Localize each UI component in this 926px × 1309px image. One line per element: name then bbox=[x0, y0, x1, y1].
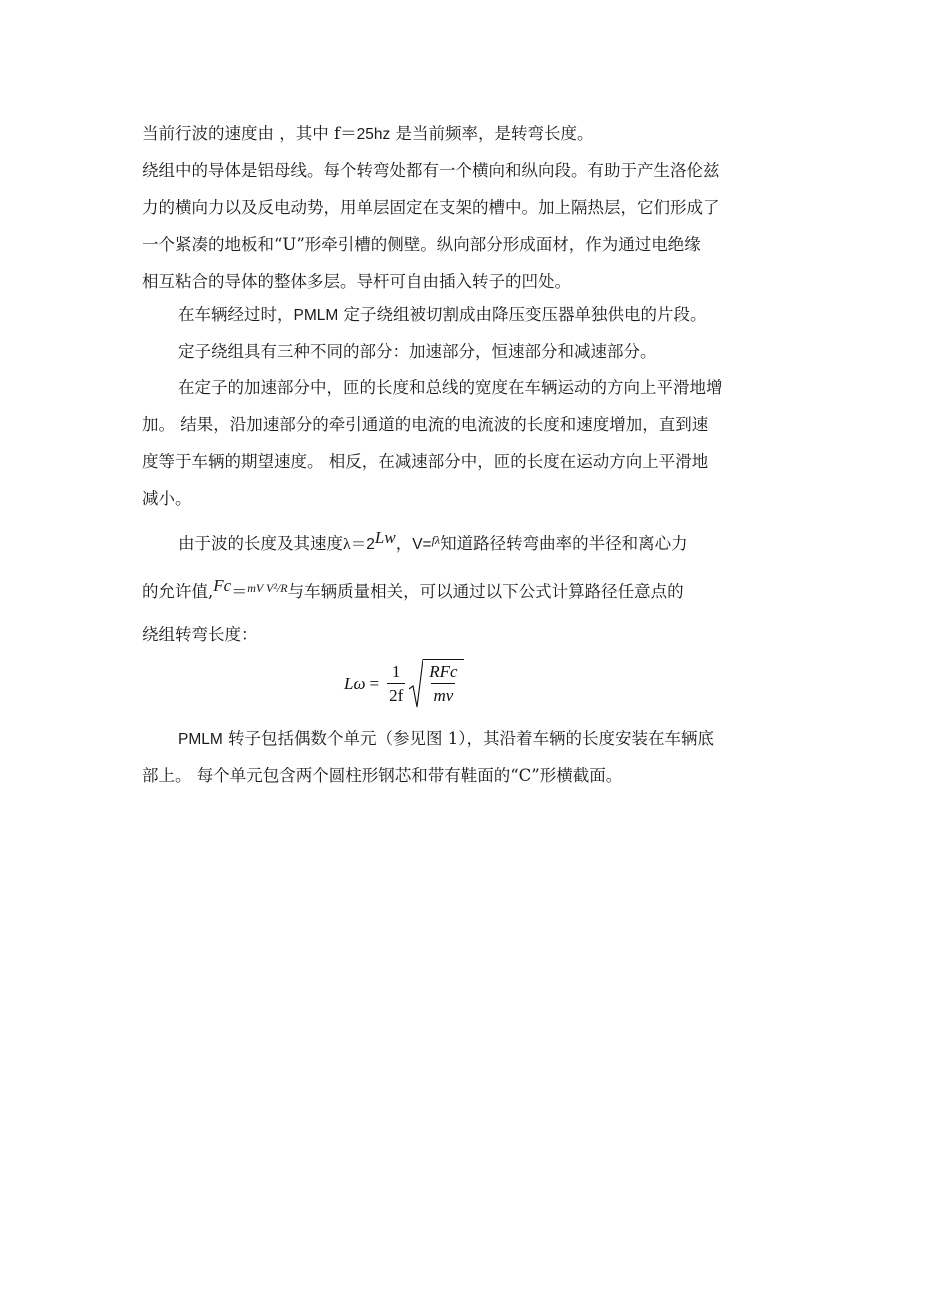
f-lambda-symbol: fλ bbox=[431, 533, 441, 547]
paragraph-line bbox=[142, 720, 788, 757]
paragraph-line: 绕组转弯长度： bbox=[142, 625, 258, 644]
formula-lhs: Lω bbox=[344, 674, 366, 693]
paragraph-7 bbox=[142, 720, 788, 794]
paragraph-line: 部上。 每个单元包含两个圆柱形钢芯和带有鞋面的“C”形横截面。 bbox=[142, 766, 623, 785]
radicand-fraction bbox=[427, 661, 459, 708]
text-run: PMLM bbox=[293, 307, 339, 324]
text-run: PMLM bbox=[178, 731, 223, 748]
paragraph-line: 一个紧凑的地板和“U”形牵引槽的侧壁。纵向部分形成面材，作为通过电绝缘 bbox=[142, 235, 701, 254]
lambda-symbol: λ bbox=[343, 536, 351, 553]
paragraph-line bbox=[142, 520, 788, 568]
radical-sign-icon bbox=[409, 659, 423, 709]
paragraph-line bbox=[142, 568, 788, 616]
text-run: ＝2 bbox=[350, 536, 375, 553]
text-run: 在车辆经过时， bbox=[178, 305, 294, 324]
paragraph-line bbox=[142, 296, 788, 333]
formula-fraction bbox=[387, 661, 405, 708]
paragraph-2 bbox=[142, 152, 788, 300]
paragraph-line: 相互粘合的导体的整体多层。导杆可自由插入转子的凹处。 bbox=[142, 272, 571, 291]
text-run: 知道路径转弯曲率的半径和离心力 bbox=[440, 534, 688, 553]
text-run: 的允许值, bbox=[142, 582, 214, 601]
text-run: ＝ bbox=[340, 124, 357, 143]
radicand-numerator: RFc bbox=[429, 662, 458, 681]
paragraph-line: 定子绕组具有三种不同的部分：加速部分，恒速部分和减速部分。 bbox=[178, 342, 657, 361]
square-root bbox=[409, 659, 463, 709]
text-run: ＝ bbox=[231, 584, 248, 601]
paragraph-1 bbox=[142, 115, 788, 152]
fraction-denominator: 2f bbox=[387, 683, 405, 708]
paragraph-line: 绕组中的导体是铝母线。每个转弯处都有一个横向和纵向段。有助于产生洛伦兹 bbox=[142, 161, 720, 180]
fraction-numerator: 1 bbox=[391, 661, 401, 681]
paragraph-line: 在定子的加速部分中，匝的长度和总线的宽度在车辆运动的方向上平滑地增 bbox=[178, 378, 723, 397]
paragraph-line bbox=[142, 115, 788, 152]
text-run: V= bbox=[412, 536, 432, 553]
paragraph-line: 加。 结果，沿加速部分的牵引通道的电流的电流波的长度和速度增加，直到速 bbox=[142, 415, 709, 434]
paragraph-5 bbox=[142, 369, 788, 517]
paragraph-3 bbox=[142, 296, 788, 333]
text-run: 定子绕组被切割成由降压变压器单独供电的片段。 bbox=[338, 305, 707, 324]
paragraph-line: 减小。 bbox=[142, 489, 192, 508]
text-run: 25hz bbox=[356, 126, 391, 143]
lw-symbol: Lw bbox=[374, 528, 396, 547]
text-run: ， bbox=[395, 534, 413, 553]
text-run: 是当前频率，是转弯长度。 bbox=[390, 124, 594, 143]
formula-equals: = bbox=[369, 674, 380, 693]
turn-length-formula bbox=[344, 656, 464, 712]
paragraph-line: 力的横向力以及反电动势，用单层固定在支架的槽中。加上隔热层，它们形成了 bbox=[142, 198, 720, 217]
text-run: 与车辆质量相关，可以通过以下公式计算路径任意点的 bbox=[287, 582, 684, 601]
fc-symbol: Fc bbox=[213, 576, 232, 595]
radicand-denominator: mv bbox=[431, 683, 455, 708]
text-run: 当前行波的速度由 ，其中 f bbox=[142, 124, 341, 143]
paragraph-line: 度等于车辆的期望速度。 相反，在减速部分中，匝的长度在运动方向上平滑地 bbox=[142, 452, 709, 471]
paragraph-4 bbox=[142, 333, 788, 370]
paragraph-6 bbox=[142, 520, 788, 653]
radicand bbox=[423, 659, 463, 709]
text-run: 由于波的长度及其速度 bbox=[178, 534, 343, 553]
mv-v2-r-symbol: mV V²/R bbox=[247, 581, 288, 595]
text-run: 转子包括偶数个单元（参见图 1），其沿着车辆的长度安装在车辆底 bbox=[222, 729, 715, 748]
